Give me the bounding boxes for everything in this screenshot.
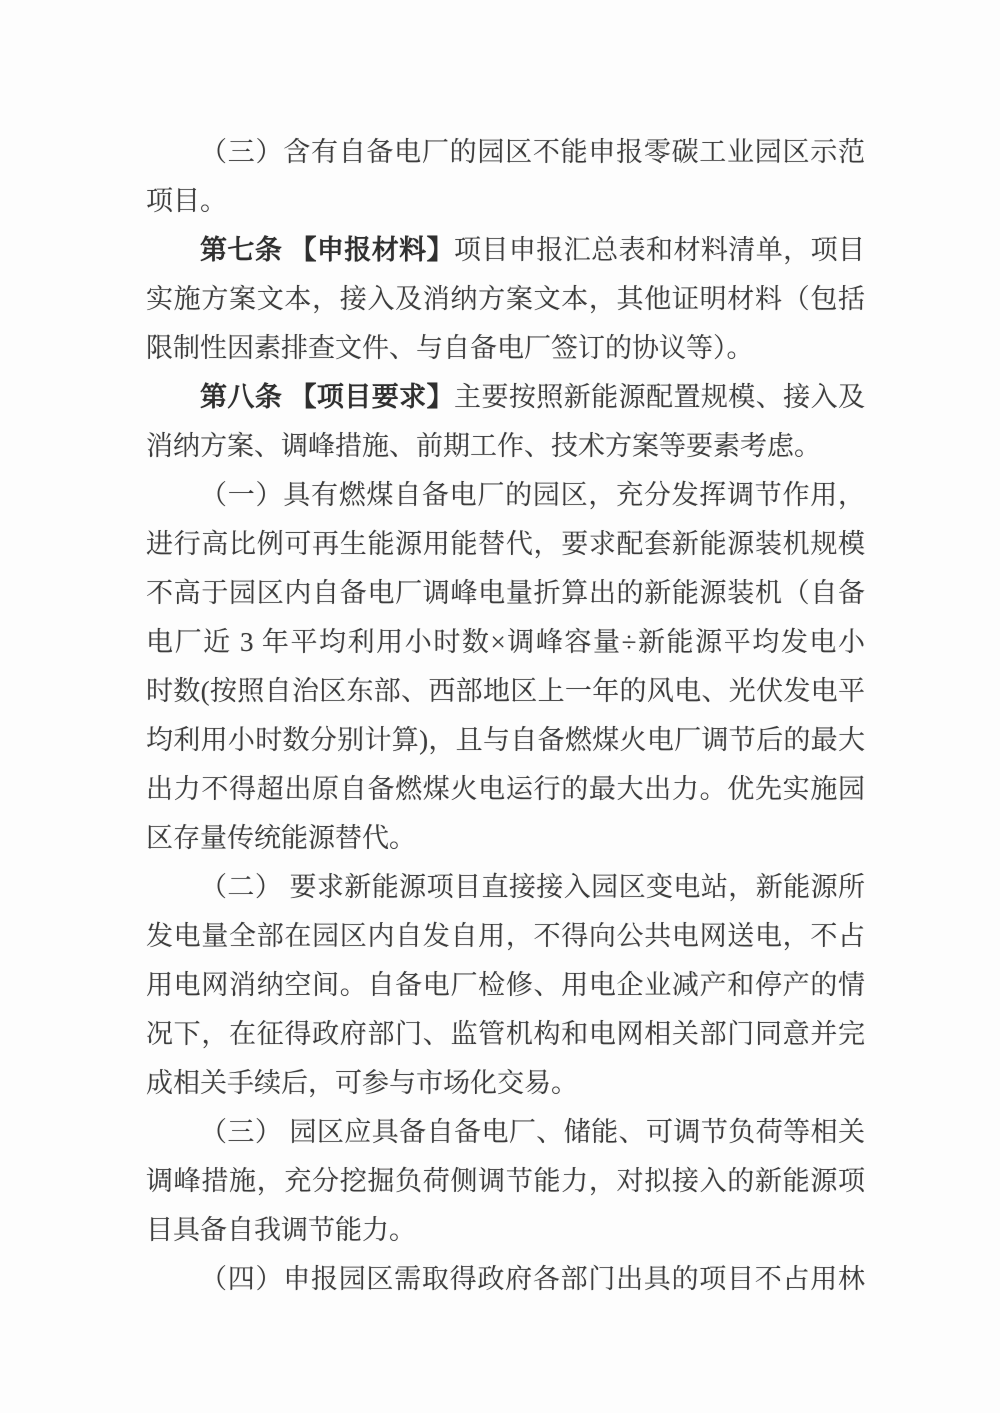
line-text: 消纳方案、调峰措施、前期工作、技术方案等要素考虑。 xyxy=(146,431,821,461)
document-line xyxy=(146,912,865,961)
line-text: 用电网消纳空间。自备电厂检修、用电企业减产和停产的情 xyxy=(146,970,865,1000)
line-text: 调峰措施，充分挖掘负荷侧调节能力，对拟接入的新能源项 xyxy=(146,1166,865,1196)
line-text: （三）含有自备电厂的园区不能申报零碳工业园区示范 xyxy=(200,137,865,167)
document-line xyxy=(146,667,865,716)
document-line xyxy=(146,128,865,177)
document-line xyxy=(146,1108,865,1157)
line-text: 主要按照新能源配置规模、接入及 xyxy=(454,382,866,412)
document-line xyxy=(146,226,865,275)
line-text: （二） 要求新能源项目直接接入园区变电站，新能源所 xyxy=(200,872,865,902)
line-text: 发电量全部在园区内自发自用，不得向公共电网送电，不占 xyxy=(146,921,865,951)
line-text: 况下，在征得政府部门、监管机构和电网相关部门同意并完 xyxy=(146,1019,865,1049)
document-line xyxy=(146,1157,865,1206)
document-line xyxy=(146,1010,865,1059)
line-text: 项目申报汇总表和材料清单，项目 xyxy=(454,235,866,265)
line-text: 电厂近 3 年平均利用小时数×调峰容量÷新能源平均发电小 xyxy=(146,627,865,657)
line-text: 目具备自我调节能力。 xyxy=(146,1215,416,1245)
document-line xyxy=(146,471,865,520)
document-line xyxy=(146,373,865,422)
article-heading: 第八条 【项目要求】 xyxy=(200,382,455,412)
line-text: 不高于园区内自备电厂调峰电量折算出的新能源装机（自备 xyxy=(146,578,865,608)
line-text: 限制性因素排查文件、与自备电厂签订的协议等）。 xyxy=(146,333,754,363)
line-text: 出力不得超出原自备燃煤火电运行的最大出力。优先实施园 xyxy=(146,774,865,804)
document-line xyxy=(146,1059,865,1108)
article-heading: 第七条 【申报材料】 xyxy=(200,235,455,265)
line-text: 成相关手续后，可参与市场化交易。 xyxy=(146,1068,578,1098)
document-line xyxy=(146,275,865,324)
document-line xyxy=(146,1255,865,1304)
line-text: 实施方案文本，接入及消纳方案文本，其他证明材料（包括 xyxy=(146,284,865,314)
document-line xyxy=(146,422,865,471)
document-line xyxy=(146,618,865,667)
document-line xyxy=(146,324,865,373)
document-line xyxy=(146,716,865,765)
line-text: 进行高比例可再生能源用能替代，要求配套新能源装机规模 xyxy=(146,529,865,559)
line-text: 均利用小时数分别计算)，且与自备燃煤火电厂调节后的最大 xyxy=(146,725,865,755)
document-line xyxy=(146,814,865,863)
line-text: 时数(按照自治区东部、西部地区上一年的风电、光伏发电平 xyxy=(146,676,865,706)
document-line xyxy=(146,177,865,226)
document-line xyxy=(146,520,865,569)
line-text: 区存量传统能源替代。 xyxy=(146,823,416,853)
document-line xyxy=(146,1206,865,1255)
line-text: （三） 园区应具备自备电厂、储能、可调节负荷等相关 xyxy=(200,1117,865,1147)
line-text: 项目。 xyxy=(146,186,227,216)
document-line xyxy=(146,765,865,814)
line-text: （四）申报园区需取得政府各部门出具的项目不占用林 xyxy=(200,1264,865,1294)
document-line xyxy=(146,569,865,618)
line-text: （一）具有燃煤自备电厂的园区，充分发挥调节作用， xyxy=(200,480,865,510)
document-text-block xyxy=(146,128,865,1304)
document-line xyxy=(146,961,865,1010)
document-line xyxy=(146,863,865,912)
